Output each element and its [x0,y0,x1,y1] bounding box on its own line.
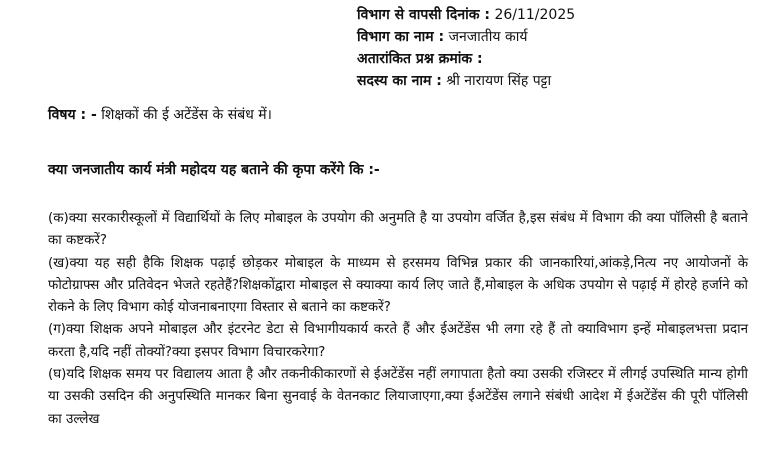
subject-text: शिक्षकों की ई अटेंडेंस के संबंध में। [101,107,272,123]
member-line [357,70,575,92]
department-line [357,26,575,48]
return-date-value: 26/11/2025 [494,7,576,23]
member-value: श्री नारायण सिंह पट्टा [446,73,552,89]
question-ka: (क)क्या सरकारीस्कूलों में विद्यार्थियों के लिए मोबाइल के उपयोग की अनुमति है या उपयोग वर्जित है,इस संबंध में विभाग की क्या पॉलिसी है बताने का कष्टकरें? [48,211,748,249]
department-value: जनजातीय कार्य [448,29,528,45]
question-metadata [357,4,575,92]
question-kha: (ख)क्या यह सही हैकि शिक्षक पढ़ाई छोड़कर मोबाइल के माध्यम से हरसमय विभिन्न प्रकार की जानकारियां,आंकड़े,नित्य नए आयोजनों के फोटोग्राफ्स और प्रतिवेदन भेजते रहतेहैं?शिक्षकोंद्वारा मोबाइल से क्याक्या कार्य लिए जाते हैं,मोबाइल के अधिक उपयोग से पढ़ाई में होरहे हर्जाने को रोकने के लिए विभाग कोई योजनाबनाएगा विस्तार से बताने का कष्टकरें? [48,255,748,316]
subject-label: विषय : - [48,107,97,123]
question-gha: (घ)यदि शिक्षक समय पर विद्यालय आता है और तकनीकीकारणों से ईअटेंडेंस नहीं लगापाता हैतो क्या उसकी रजिस्टर में लीगई उपस्थिति मान्य होगी या उसकी उसदिन की अनुपस्थिति मानकर बिना सुनवाई के वेतनकाट लियाजाएगा,क्या ईअटेंडेंस लगाने संबंधी आदेश में ईअटेंडेंस की पूरी पॉलिसी का उल्लेख [48,367,748,427]
question-list [48,208,748,431]
member-label: सदस्य का नाम : [357,73,442,89]
subject-line [48,105,272,124]
question-heading: क्या जनजातीय कार्य मंत्री महोदय यह बताने की कृपा करेंगे कि :- [48,162,380,178]
question-number-line [357,48,575,70]
return-date-label: विभाग से वापसी दिनांक : [357,7,490,23]
question-ga: (ग)क्या शिक्षक अपने मोबाइल और इंटरनेट डेटा से विभागीयकार्य करते हैं और ईअटेंडेंस भी लगा रहे हैं तो क्याविभाग इन्हें मोबाइलभत्ता प्रदान करता है,यदि नहीं तोक्यों?क्या इसपर विभाग विचारकरेगा? [48,322,748,360]
department-label: विभाग का नाम : [357,29,445,45]
return-date-line [357,4,575,26]
question-number-label: अतारांकित प्रश्न क्रमांक : [357,51,483,67]
